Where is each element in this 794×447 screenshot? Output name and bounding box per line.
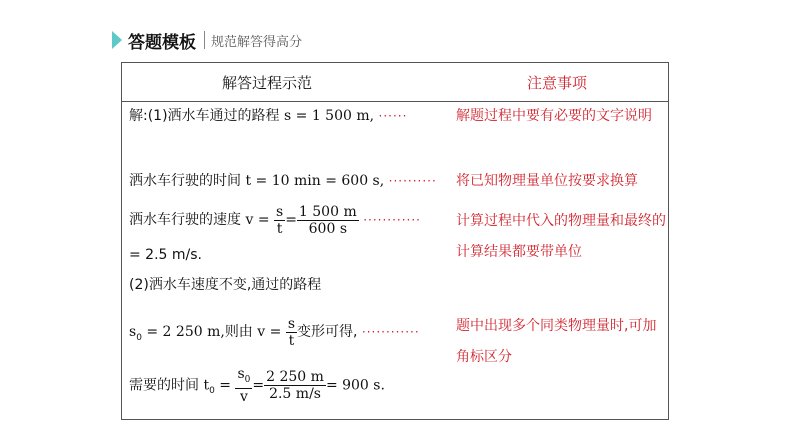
section-subtitle: 规范解答得高分: [211, 34, 303, 50]
note-3: 计算过程中代入的物理量和最终的计算结果都要带单位: [456, 213, 666, 260]
math-symbol: v =: [245, 212, 270, 228]
triangle-marker-icon: [112, 31, 122, 49]
line-text: 解:(1)洒水车通过的路程: [129, 108, 284, 124]
solution-line-2: [129, 171, 437, 191]
fraction-s0-over-v: $\frac{s_0}{v}$: [237, 366, 251, 405]
solution-line-4: = 2.5 m/s.: [129, 247, 202, 263]
solution-line-1: [129, 106, 407, 126]
line-text: 洒水车行驶的速度: [129, 212, 246, 228]
fraction-values: $\frac{1 500 m}{600 s}$: [298, 203, 357, 237]
math-expression: t = 10 min = 600 s,: [245, 173, 385, 189]
leader-dots: ············: [363, 213, 421, 227]
solution-line-5: (2)洒水车速度不变,通过的路程: [129, 277, 322, 293]
column-header-row: [122, 63, 668, 102]
solution-line-6: $s_0 = 2$ 250 m,则由 v = $\frac{s}{t}$ 变形可得, ············: [129, 315, 420, 349]
math-symbol: =: [285, 212, 297, 228]
fraction-s-over-t: $\frac{s}{t}$: [276, 203, 284, 237]
math-expression: s = 1 500 m,: [284, 108, 375, 124]
leader-dots: ··········: [388, 174, 437, 188]
section-header: [112, 27, 302, 53]
note-1: 解题过程中要有必要的文字说明: [456, 108, 652, 124]
section-title: 答题模板: [128, 32, 196, 53]
leader-dots: ············: [361, 325, 420, 339]
leader-dots: ······: [378, 109, 408, 123]
fraction-s-over-t: $\frac{s}{t}$: [287, 315, 295, 349]
note-4: 题中出现多个同类物理量时,可加角标区分: [456, 318, 657, 365]
note-2: 将已知物理量单位按要求换算: [456, 173, 638, 189]
answer-template-panel: [121, 62, 669, 420]
notes-column-header: 注意事项: [526, 74, 587, 92]
solution-column-header: 解答过程示范: [221, 74, 312, 92]
solution-line-3: [129, 203, 421, 237]
header-divider: [204, 31, 205, 49]
solution-line-7: 需要的时间 $t_0$ = $\frac{s_0}{v}$ = $\frac{2 250 m}{2.5 m/s}$ = 900 s.: [129, 366, 385, 405]
fraction-values: $\frac{2 250 m}{2.5 m/s}$: [266, 368, 324, 402]
line-text: 洒水车行驶的时间: [129, 173, 246, 189]
